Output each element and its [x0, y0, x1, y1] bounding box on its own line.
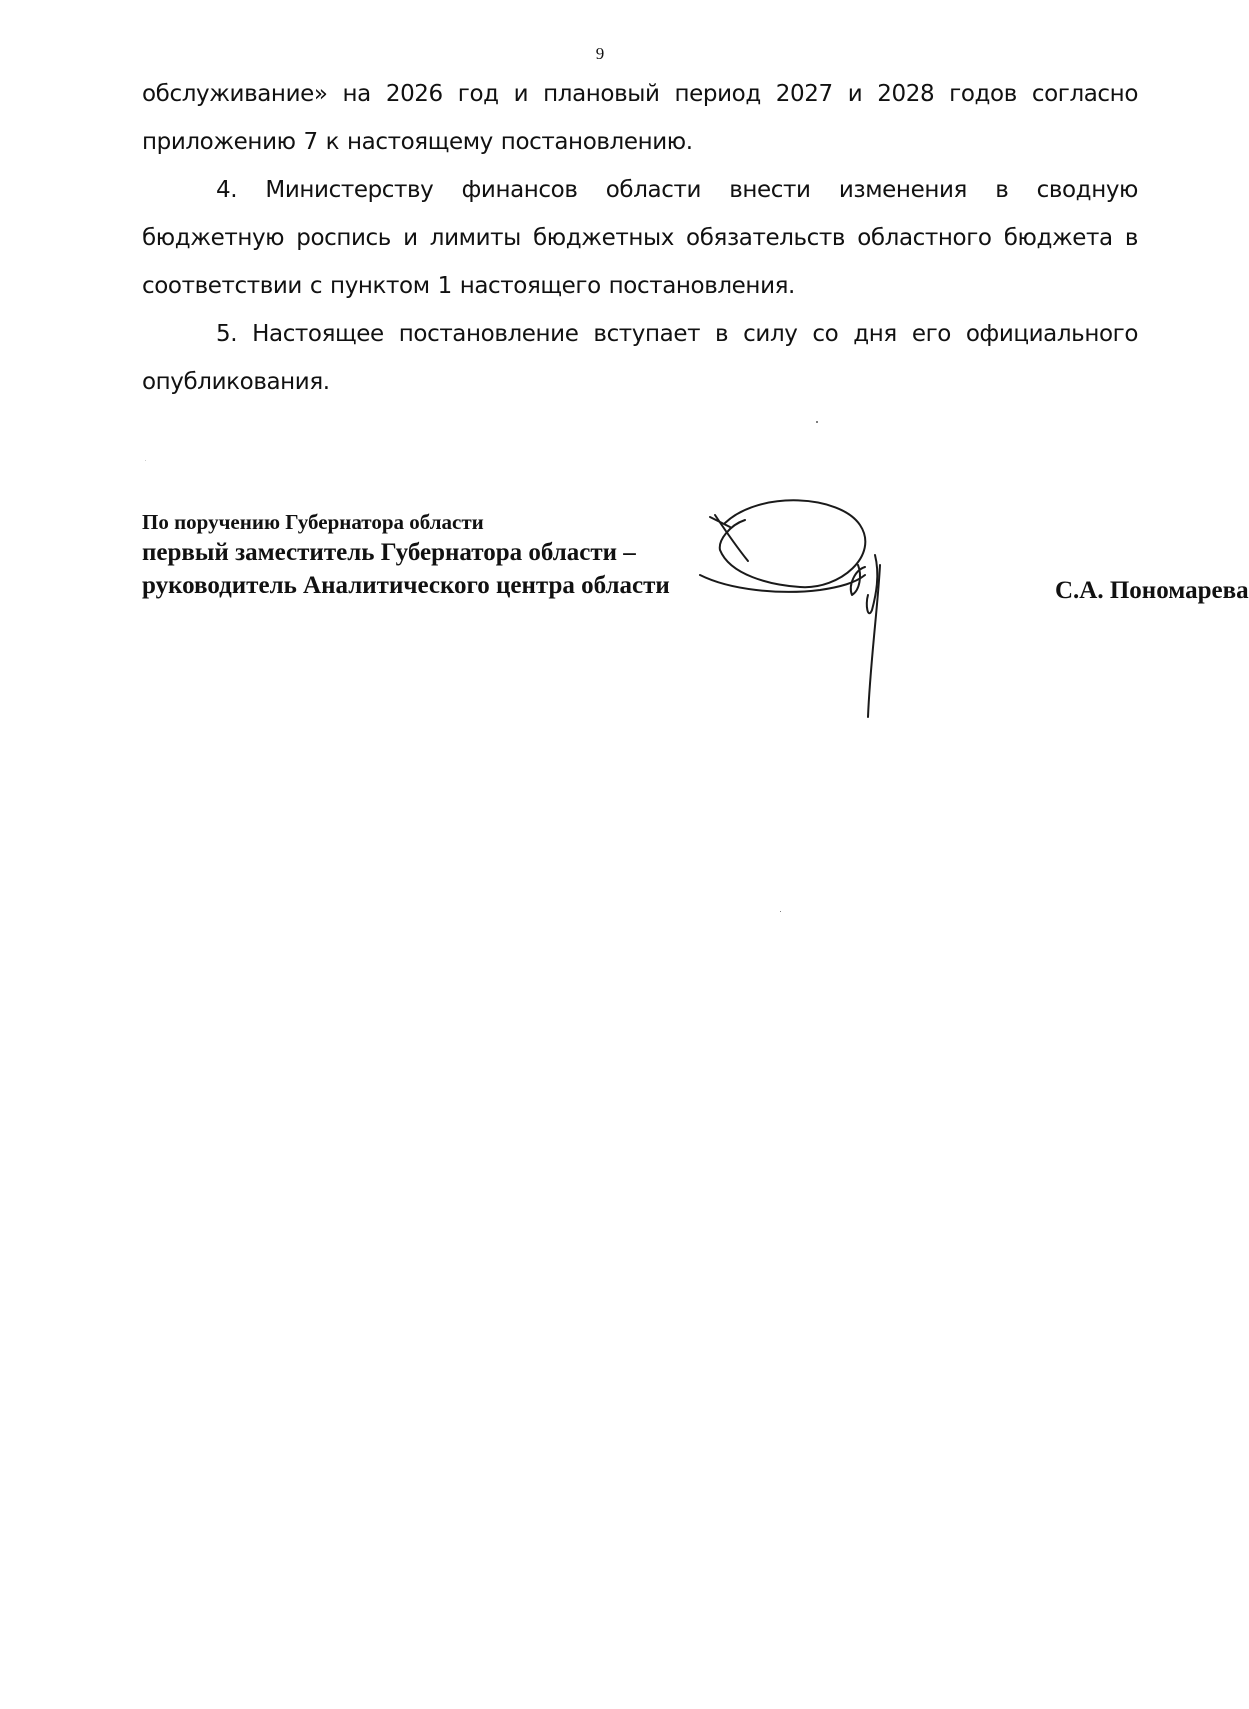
signatory-title-line-1: первый заместитель Губернатора области –: [142, 539, 636, 566]
scan-speck: [780, 911, 781, 912]
scan-speck: [145, 460, 146, 461]
handwritten-signature: [690, 495, 940, 725]
document-body: [142, 70, 1138, 406]
signatory-name: С.А. Пономарева: [1055, 577, 1249, 604]
scan-speck: [816, 421, 818, 423]
paragraph-item-5: 5. Настоящее постановление вступает в силу со дня его официального опубликования.: [142, 321, 1138, 395]
paragraph-continuation: обслуживание» на 2026 год и плановый период 2027 и 2028 годов согласно приложению 7 к настоящему постановлению.: [142, 81, 1138, 155]
signature-authority-line: По поручению Губернатора области: [142, 510, 484, 534]
signatory-title-line-2: руководитель Аналитического центра области: [142, 572, 670, 599]
signature-block: [142, 508, 1249, 604]
page-number: 9: [595, 44, 605, 63]
paragraph-item-4: 4. Министерству финансов области внести изменения в сводную бюджетную роспись и лимиты бюджетных обязательств областного бюджета в соответствии с пунктом 1 настоящего постановления.: [142, 177, 1138, 299]
